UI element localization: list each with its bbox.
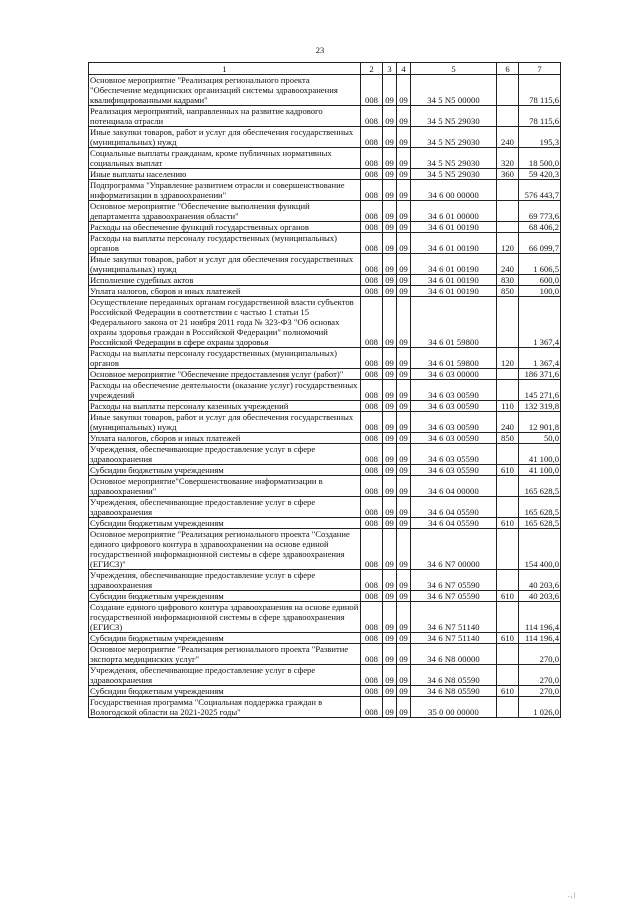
row-amount: 195,3 xyxy=(519,127,561,148)
row-vedomstvo: 008 xyxy=(361,529,383,570)
row-amount: 186 371,6 xyxy=(519,369,561,380)
row-podrazdel: 09 xyxy=(397,570,411,591)
row-razdel: 09 xyxy=(383,444,397,465)
row-podrazdel: 09 xyxy=(397,254,411,275)
table-row xyxy=(89,297,561,348)
row-vr: 240 xyxy=(497,254,519,275)
row-amount: 41 100,0 xyxy=(519,444,561,465)
row-vr xyxy=(497,665,519,686)
table-row xyxy=(89,644,561,665)
row-razdel: 09 xyxy=(383,286,397,297)
table-row xyxy=(89,591,561,602)
row-vedomstvo: 008 xyxy=(361,275,383,286)
row-kcsr: 34 5 N5 00000 xyxy=(411,75,497,106)
row-name: Иные выплаты населению xyxy=(89,169,361,180)
row-razdel: 09 xyxy=(383,180,397,201)
row-vr: 610 xyxy=(497,591,519,602)
row-razdel: 09 xyxy=(383,686,397,697)
row-kcsr: 34 6 04 05590 xyxy=(411,497,497,518)
row-kcsr: 34 6 03 00590 xyxy=(411,412,497,433)
row-vedomstvo: 008 xyxy=(361,433,383,444)
row-kcsr: 35 0 00 00000 xyxy=(411,697,497,718)
row-vedomstvo: 008 xyxy=(361,401,383,412)
row-amount: 66 099,7 xyxy=(519,233,561,254)
table-row xyxy=(89,348,561,369)
table-row xyxy=(89,201,561,222)
row-kcsr: 34 5 N5 29030 xyxy=(411,148,497,169)
row-vr: 830 xyxy=(497,275,519,286)
table-row xyxy=(89,412,561,433)
row-amount: 114 196,4 xyxy=(519,633,561,644)
row-vedomstvo: 008 xyxy=(361,697,383,718)
row-vr xyxy=(497,369,519,380)
row-vr xyxy=(497,75,519,106)
row-vedomstvo: 008 xyxy=(361,497,383,518)
row-kcsr: 34 6 04 05590 xyxy=(411,518,497,529)
row-vedomstvo: 008 xyxy=(361,286,383,297)
row-vedomstvo: 008 xyxy=(361,665,383,686)
row-kcsr: 34 6 04 00000 xyxy=(411,476,497,497)
row-kcsr: 34 6 N8 05590 xyxy=(411,686,497,697)
row-razdel: 09 xyxy=(383,148,397,169)
row-vr xyxy=(497,106,519,127)
row-vedomstvo: 008 xyxy=(361,233,383,254)
row-podrazdel: 09 xyxy=(397,401,411,412)
table-row xyxy=(89,75,561,106)
column-header: 3 xyxy=(383,63,397,75)
row-vedomstvo: 008 xyxy=(361,633,383,644)
row-vedomstvo: 008 xyxy=(361,644,383,665)
row-vedomstvo: 008 xyxy=(361,570,383,591)
row-vr: 120 xyxy=(497,233,519,254)
table-row xyxy=(89,518,561,529)
row-name: Расходы на обеспечение функций государственных органов xyxy=(89,222,361,233)
row-razdel: 09 xyxy=(383,201,397,222)
row-name: Основное мероприятие "Реализация регионального проекта "Создание единого цифрового контура в здравоохранении на основе единой государственной информационной системы в сфере здравоохранения (ЕГИСЗ)" xyxy=(89,529,361,570)
row-razdel: 09 xyxy=(383,401,397,412)
table-row xyxy=(89,665,561,686)
row-name: Уплата налогов, сборов и иных платежей xyxy=(89,286,361,297)
row-vr: 360 xyxy=(497,169,519,180)
row-podrazdel: 09 xyxy=(397,697,411,718)
row-amount: 165 628,5 xyxy=(519,497,561,518)
row-amount: 132 319,8 xyxy=(519,401,561,412)
row-podrazdel: 09 xyxy=(397,106,411,127)
table-row xyxy=(89,127,561,148)
row-vedomstvo: 008 xyxy=(361,518,383,529)
row-name: Иные закупки товаров, работ и услуг для обеспечения государственных (муниципальных) нужд xyxy=(89,412,361,433)
table-row xyxy=(89,633,561,644)
row-vedomstvo: 008 xyxy=(361,602,383,633)
table-row xyxy=(89,476,561,497)
row-razdel: 09 xyxy=(383,254,397,275)
row-kcsr: 34 6 01 00190 xyxy=(411,233,497,254)
table-row xyxy=(89,148,561,169)
row-name: Подпрограмма "Управление развитием отрасли и совершенствование информатизации в здравоохранении" xyxy=(89,180,361,201)
table-row xyxy=(89,106,561,127)
row-vr: 610 xyxy=(497,518,519,529)
row-razdel: 09 xyxy=(383,602,397,633)
row-razdel: 09 xyxy=(383,169,397,180)
row-name: Субсидии бюджетным учреждениям xyxy=(89,465,361,476)
row-vr: 610 xyxy=(497,465,519,476)
row-amount: 18 500,0 xyxy=(519,148,561,169)
row-podrazdel: 09 xyxy=(397,127,411,148)
row-podrazdel: 09 xyxy=(397,644,411,665)
row-razdel: 09 xyxy=(383,497,397,518)
row-amount: 78 115,6 xyxy=(519,75,561,106)
row-vedomstvo: 008 xyxy=(361,348,383,369)
row-vedomstvo: 008 xyxy=(361,476,383,497)
table-row xyxy=(89,433,561,444)
budget-table xyxy=(88,62,561,718)
row-razdel: 09 xyxy=(383,665,397,686)
row-podrazdel: 09 xyxy=(397,602,411,633)
row-vedomstvo: 008 xyxy=(361,106,383,127)
table-row xyxy=(89,222,561,233)
table-row xyxy=(89,686,561,697)
row-razdel: 09 xyxy=(383,697,397,718)
row-vedomstvo: 008 xyxy=(361,169,383,180)
row-podrazdel: 09 xyxy=(397,412,411,433)
row-vedomstvo: 008 xyxy=(361,591,383,602)
row-podrazdel: 09 xyxy=(397,222,411,233)
row-vedomstvo: 008 xyxy=(361,297,383,348)
row-vedomstvo: 008 xyxy=(361,254,383,275)
row-vr xyxy=(497,529,519,570)
row-amount: 165 628,5 xyxy=(519,476,561,497)
row-podrazdel: 09 xyxy=(397,180,411,201)
row-vr: 240 xyxy=(497,127,519,148)
row-name: Основное мероприятие "Реализация регионального проекта "Развитие экспорта медицинских услуг" xyxy=(89,644,361,665)
row-name: Иные закупки товаров, работ и услуг для обеспечения государственных (муниципальных) нужд xyxy=(89,254,361,275)
row-razdel: 09 xyxy=(383,529,397,570)
row-name: Осуществление переданных органам государственной власти субъектов Российской Федерации в соответствии с частью 1 статьи 15 Федерального закона от 21 ноября 2011 года № 323-ФЗ "Об основах охраны здоровья граждан в Российской Федерации" полномочий Российской Федерации в сфере охраны здоровья xyxy=(89,297,361,348)
row-razdel: 09 xyxy=(383,106,397,127)
row-podrazdel: 09 xyxy=(397,148,411,169)
row-name: Основное мероприятие "Обеспечение предоставления услуг (работ)" xyxy=(89,369,361,380)
row-amount: 69 773,6 xyxy=(519,201,561,222)
row-amount: 600,0 xyxy=(519,275,561,286)
row-kcsr: 34 5 N5 29030 xyxy=(411,106,497,127)
row-kcsr: 34 6 03 05590 xyxy=(411,465,497,476)
row-vr: 120 xyxy=(497,348,519,369)
row-vr xyxy=(497,380,519,401)
row-razdel: 09 xyxy=(383,591,397,602)
row-amount: 270,0 xyxy=(519,665,561,686)
row-kcsr: 34 6 N7 05590 xyxy=(411,570,497,591)
row-podrazdel: 09 xyxy=(397,201,411,222)
row-razdel: 09 xyxy=(383,476,397,497)
row-razdel: 09 xyxy=(383,433,397,444)
column-header: 1 xyxy=(89,63,361,75)
row-name: Расходы на выплаты персоналу казенных учреждений xyxy=(89,401,361,412)
row-kcsr: 34 5 N5 29030 xyxy=(411,169,497,180)
table-row xyxy=(89,465,561,476)
row-name: Учреждения, обеспечивающие предоставление услуг в сфере здравоохранения xyxy=(89,665,361,686)
row-name: Субсидии бюджетным учреждениям xyxy=(89,686,361,697)
row-vr xyxy=(497,297,519,348)
row-name: Реализация мероприятий, направленных на развитие кадрового потенциала отрасли xyxy=(89,106,361,127)
row-vr: 320 xyxy=(497,148,519,169)
row-amount: 1 026,0 xyxy=(519,697,561,718)
row-vedomstvo: 008 xyxy=(361,412,383,433)
row-amount: 1 606,5 xyxy=(519,254,561,275)
row-podrazdel: 09 xyxy=(397,529,411,570)
row-razdel: 09 xyxy=(383,412,397,433)
row-razdel: 09 xyxy=(383,369,397,380)
row-razdel: 09 xyxy=(383,633,397,644)
table-row xyxy=(89,401,561,412)
row-kcsr: 34 6 N8 05590 xyxy=(411,665,497,686)
row-vedomstvo: 008 xyxy=(361,465,383,476)
row-podrazdel: 09 xyxy=(397,380,411,401)
table-row xyxy=(89,180,561,201)
row-kcsr: 34 6 N7 00000 xyxy=(411,529,497,570)
row-vedomstvo: 008 xyxy=(361,380,383,401)
row-name: Государственная программа "Социальная поддержка граждан в Вологодской области на 2021-2025 годы" xyxy=(89,697,361,718)
table-row xyxy=(89,380,561,401)
row-podrazdel: 09 xyxy=(397,518,411,529)
row-vr: 850 xyxy=(497,286,519,297)
table-row xyxy=(89,275,561,286)
table-row xyxy=(89,254,561,275)
row-vedomstvo: 008 xyxy=(361,148,383,169)
row-vr xyxy=(497,180,519,201)
row-razdel: 09 xyxy=(383,465,397,476)
row-vr: 850 xyxy=(497,433,519,444)
row-vedomstvo: 008 xyxy=(361,686,383,697)
row-podrazdel: 09 xyxy=(397,75,411,106)
row-name: Субсидии бюджетным учреждениям xyxy=(89,518,361,529)
scan-mark: . , | xyxy=(568,893,576,899)
row-amount: 145 271,6 xyxy=(519,380,561,401)
row-razdel: 09 xyxy=(383,570,397,591)
row-vedomstvo: 008 xyxy=(361,180,383,201)
row-name: Учреждения, обеспечивающие предоставление услуг в сфере здравоохранения xyxy=(89,444,361,465)
row-amount: 270,0 xyxy=(519,644,561,665)
row-name: Уплата налогов, сборов и иных платежей xyxy=(89,433,361,444)
row-razdel: 09 xyxy=(383,233,397,254)
column-header: 7 xyxy=(519,63,561,75)
row-amount: 100,0 xyxy=(519,286,561,297)
row-vr xyxy=(497,570,519,591)
row-vedomstvo: 008 xyxy=(361,127,383,148)
row-kcsr: 34 6 03 05590 xyxy=(411,444,497,465)
row-amount: 576 443,7 xyxy=(519,180,561,201)
table-row xyxy=(89,697,561,718)
row-vr xyxy=(497,444,519,465)
row-kcsr: 34 6 01 59800 xyxy=(411,348,497,369)
row-name: Субсидии бюджетным учреждениям xyxy=(89,633,361,644)
column-header: 4 xyxy=(397,63,411,75)
row-vr xyxy=(497,697,519,718)
row-name: Расходы на обеспечение деятельности (оказание услуг) государственных учреждений xyxy=(89,380,361,401)
row-amount: 40 203,6 xyxy=(519,591,561,602)
row-kcsr: 34 5 N5 29030 xyxy=(411,127,497,148)
row-vr xyxy=(497,476,519,497)
row-vr: 610 xyxy=(497,686,519,697)
row-amount: 41 100,0 xyxy=(519,465,561,476)
row-podrazdel: 09 xyxy=(397,369,411,380)
row-kcsr: 34 6 N8 00000 xyxy=(411,644,497,665)
row-name: Основное мероприятие "Обеспечение выполнения функций департамента здравоохранения области" xyxy=(89,201,361,222)
row-name: Иные закупки товаров, работ и услуг для обеспечения государственных (муниципальных) нужд xyxy=(89,127,361,148)
row-vedomstvo: 008 xyxy=(361,75,383,106)
row-podrazdel: 09 xyxy=(397,465,411,476)
row-razdel: 09 xyxy=(383,222,397,233)
row-podrazdel: 09 xyxy=(397,348,411,369)
row-amount: 114 196,4 xyxy=(519,602,561,633)
row-razdel: 09 xyxy=(383,644,397,665)
table-row xyxy=(89,529,561,570)
row-podrazdel: 09 xyxy=(397,591,411,602)
column-header: 5 xyxy=(411,63,497,75)
row-amount: 50,0 xyxy=(519,433,561,444)
row-podrazdel: 09 xyxy=(397,275,411,286)
row-vr xyxy=(497,201,519,222)
row-name: Исполнение судебных актов xyxy=(89,275,361,286)
row-razdel: 09 xyxy=(383,275,397,286)
row-name: Основное мероприятие "Реализация регионального проекта "Обеспечение медицинских организаций системы здравоохранения квалифицированными кадрами" xyxy=(89,75,361,106)
page-number: 23 xyxy=(315,45,325,55)
row-vr xyxy=(497,222,519,233)
row-podrazdel: 09 xyxy=(397,233,411,254)
row-razdel: 09 xyxy=(383,348,397,369)
row-kcsr: 34 6 01 00190 xyxy=(411,275,497,286)
row-kcsr: 34 6 01 59800 xyxy=(411,297,497,348)
row-podrazdel: 09 xyxy=(397,297,411,348)
row-amount: 1 367,4 xyxy=(519,297,561,348)
row-name: Учреждения, обеспечивающие предоставление услуг в сфере здравоохранения xyxy=(89,570,361,591)
row-amount: 59 420,3 xyxy=(519,169,561,180)
row-razdel: 09 xyxy=(383,127,397,148)
row-podrazdel: 09 xyxy=(397,665,411,686)
row-kcsr: 34 6 01 00190 xyxy=(411,254,497,275)
row-vr xyxy=(497,497,519,518)
row-podrazdel: 09 xyxy=(397,633,411,644)
row-vr: 240 xyxy=(497,412,519,433)
row-podrazdel: 09 xyxy=(397,433,411,444)
row-kcsr: 34 6 N7 05590 xyxy=(411,591,497,602)
table-row xyxy=(89,286,561,297)
row-vedomstvo: 008 xyxy=(361,369,383,380)
row-kcsr: 34 6 03 00000 xyxy=(411,369,497,380)
row-name: Расходы на выплаты персоналу государственных (муниципальных) органов xyxy=(89,348,361,369)
row-vr xyxy=(497,602,519,633)
row-kcsr: 34 6 01 00190 xyxy=(411,222,497,233)
column-header: 6 xyxy=(497,63,519,75)
row-vr xyxy=(497,644,519,665)
table-row xyxy=(89,233,561,254)
row-kcsr: 34 6 03 00590 xyxy=(411,401,497,412)
row-podrazdel: 09 xyxy=(397,444,411,465)
row-name: Основное мероприятие"Совершенствование информатизации в здравоохранении" xyxy=(89,476,361,497)
column-header: 2 xyxy=(361,63,383,75)
row-amount: 40 203,6 xyxy=(519,570,561,591)
row-name: Субсидии бюджетным учреждениям xyxy=(89,591,361,602)
row-amount: 78 115,6 xyxy=(519,106,561,127)
row-amount: 154 400,0 xyxy=(519,529,561,570)
row-podrazdel: 09 xyxy=(397,169,411,180)
row-name: Социальные выплаты гражданам, кроме публичных нормативных социальных выплат xyxy=(89,148,361,169)
table-row xyxy=(89,169,561,180)
row-name: Учреждения, обеспечивающие предоставление услуг в сфере здравоохранения xyxy=(89,497,361,518)
row-podrazdel: 09 xyxy=(397,286,411,297)
row-vr: 110 xyxy=(497,401,519,412)
row-podrazdel: 09 xyxy=(397,497,411,518)
row-amount: 12 901,8 xyxy=(519,412,561,433)
table-row xyxy=(89,497,561,518)
row-kcsr: 34 6 03 00590 xyxy=(411,433,497,444)
row-vedomstvo: 008 xyxy=(361,201,383,222)
row-kcsr: 34 6 00 00000 xyxy=(411,180,497,201)
row-name: Создание единого цифрового контура здравоохранения на основе единой государственной информационной системы в сфере здравоохранения (ЕГИСЗ) xyxy=(89,602,361,633)
row-name: Расходы на выплаты персоналу государственных (муниципальных) органов xyxy=(89,233,361,254)
row-kcsr: 34 6 N7 51140 xyxy=(411,602,497,633)
row-kcsr: 34 6 01 00000 xyxy=(411,201,497,222)
table-row xyxy=(89,369,561,380)
row-amount: 68 406,2 xyxy=(519,222,561,233)
row-razdel: 09 xyxy=(383,75,397,106)
table-row xyxy=(89,602,561,633)
row-podrazdel: 09 xyxy=(397,686,411,697)
row-amount: 1 367,4 xyxy=(519,348,561,369)
row-razdel: 09 xyxy=(383,380,397,401)
row-kcsr: 34 6 N7 51140 xyxy=(411,633,497,644)
table-row xyxy=(89,444,561,465)
table-header-row xyxy=(89,63,561,75)
row-vedomstvo: 008 xyxy=(361,444,383,465)
row-kcsr: 34 6 01 00190 xyxy=(411,286,497,297)
row-amount: 270,0 xyxy=(519,686,561,697)
row-razdel: 09 xyxy=(383,518,397,529)
row-amount: 165 628,5 xyxy=(519,518,561,529)
row-razdel: 09 xyxy=(383,297,397,348)
table-row xyxy=(89,570,561,591)
row-kcsr: 34 6 03 00590 xyxy=(411,380,497,401)
row-vr: 610 xyxy=(497,633,519,644)
row-podrazdel: 09 xyxy=(397,476,411,497)
row-vedomstvo: 008 xyxy=(361,222,383,233)
